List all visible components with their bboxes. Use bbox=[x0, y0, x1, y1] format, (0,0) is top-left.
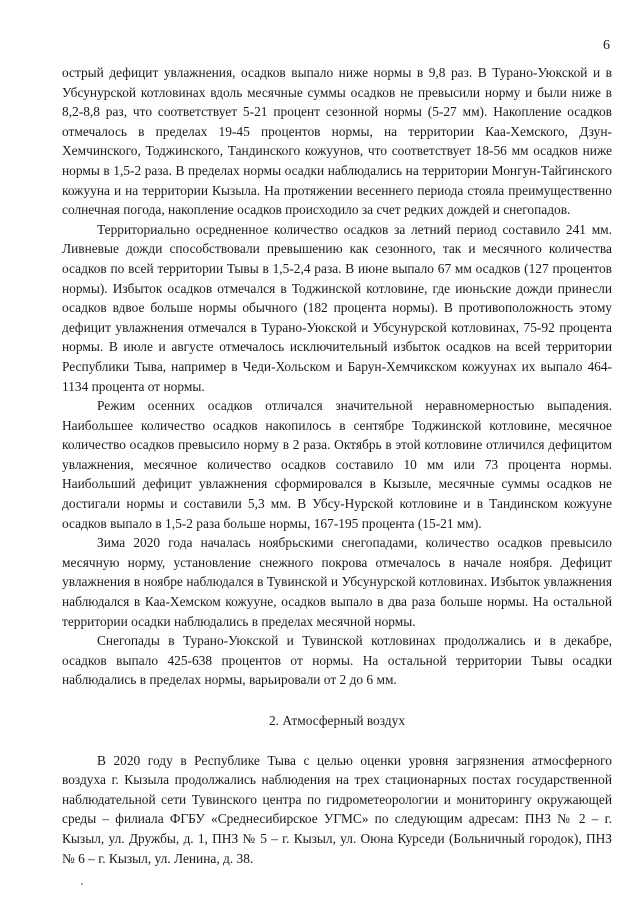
paragraph-december: Снегопады в Турано-Уюкской и Тувинской котловинах продолжались и в декабре, осадков выпало 425-638 процентов от нормы. На остальной территории Тывы осадки наблюдались в пределах нормы, варьировали от 2 до 6 мм. bbox=[62, 633, 612, 688]
page-number: 6 bbox=[603, 38, 610, 53]
paragraph-spring-continued: острый дефицит увлажнения, осадков выпало ниже нормы в 9,8 раз. В Турано-Уюкской и в Убсунурской котловинах вдоль месячные суммы осадков не превысили норму и были ниже в 8,2-8,8 раз, что соответствует 5-21 процент сезонной нормы (5-27 мм). Накопление осадков отмечалось в пределах 19-45 процентов нормы, на территории Каа-Хемского, Дзун-Хемчинского, Тоджинского, Тандинского кожуунов, что соответствует 18-56 мм осадков ниже нормы в 1,5-2 раза. В пределах нормы осадки наблюдались на территории Монгун-Тайгинского кожууна и на территории Кызыла. На протяжении весеннего периода стояла преимущественно солнечная погода, накопление осадков происходило за счет редких дождей и снегопадов. bbox=[62, 65, 612, 218]
paragraph-summer: Территориально осредненное количество осадков за летний период составило 241 мм. Ливневые дожди способствовали превышению как сезонного, так и месячного количества осадков по всей территории Тывы в 1,5-2,4 раза. В июне выпало 67 мм осадков (127 процентов нормы). Избыток осадков отмечался в Тоджинской котловине, где июньские дожди принесли осадков вдвое больше нормы обычного (182 процента нормы). В противоположность этому дефицит увлажнения отмечался в Турано-Уюкской и Убсунурской котловинах, 75-92 процента нормы. В июле и августе отмечалось исключительный избыток осадков на всей территории Республики Тыва, например в Чеди-Хольском и Барун-Хемчикском кожуунах их выпало 464-1134 процента от нормы. bbox=[62, 221, 612, 394]
section-heading: 2. Атмосферный воздух bbox=[268, 713, 406, 728]
paragraph-autumn: Режим осенних осадков отличался значительной неравномерностью выпадения. Наибольшее количество осадков накопилось в сентябре Тоджинской котловине, месячное количество осадков превысило норму в 2 раза. Октябрь в этой котловине отличился дефицитом увлажнения, месячное количество осадков составило 10 мм или 73 процента нормы. Наибольший дефицит увлажнения сформировался в Кызыле, месячные суммы осадков не достигали нормы и составили 5,3 мм. В Убсу-Нурской котловине и в Тандинском кожууне осадков выпало в 1,5-2 раза больше нормы, 167-195 процента (15-21 мм). bbox=[62, 398, 612, 531]
paragraph-atmospheric-air: В 2020 году в Республике Тыва с целью оценки уровня загрязнения атмосферного воздуха г. Кызыла продолжались наблюдения на трех стационарных постах государственной наблюдательной сети Тувинского центра по гидрометеорологии и мониторингу окружающей среды – филиала ФГБУ «Среднесибирское УГМС» по следующим адресам: ПНЗ № 2 – г. Кызыл, ул. Дружбы, д. 1, ПНЗ № 5 – г. Кызыл, ул. Оюна Курседи (Больничный городок), ПНЗ № 6 – г. Кызыл, ул. Ленина, д. 38. bbox=[62, 752, 612, 866]
scan-speck bbox=[81, 883, 83, 885]
paragraph-winter: Зима 2020 года началась ноябрьскими снегопадами, количество осадков превысило месячную норму, установление снежного покрова отмечалось в начале ноября. Дефицит увлажнения в ноябре наблюдался в Тувинской и Убсунурской котловинах. Избыток увлажнения наблюдался в Каа-Хемском кожууне, осадков выпало в два раза больше нормы. На остальной территории осадки наблюдались в пределах месячной нормы. bbox=[62, 535, 612, 629]
body-text bbox=[62, 63, 612, 868]
